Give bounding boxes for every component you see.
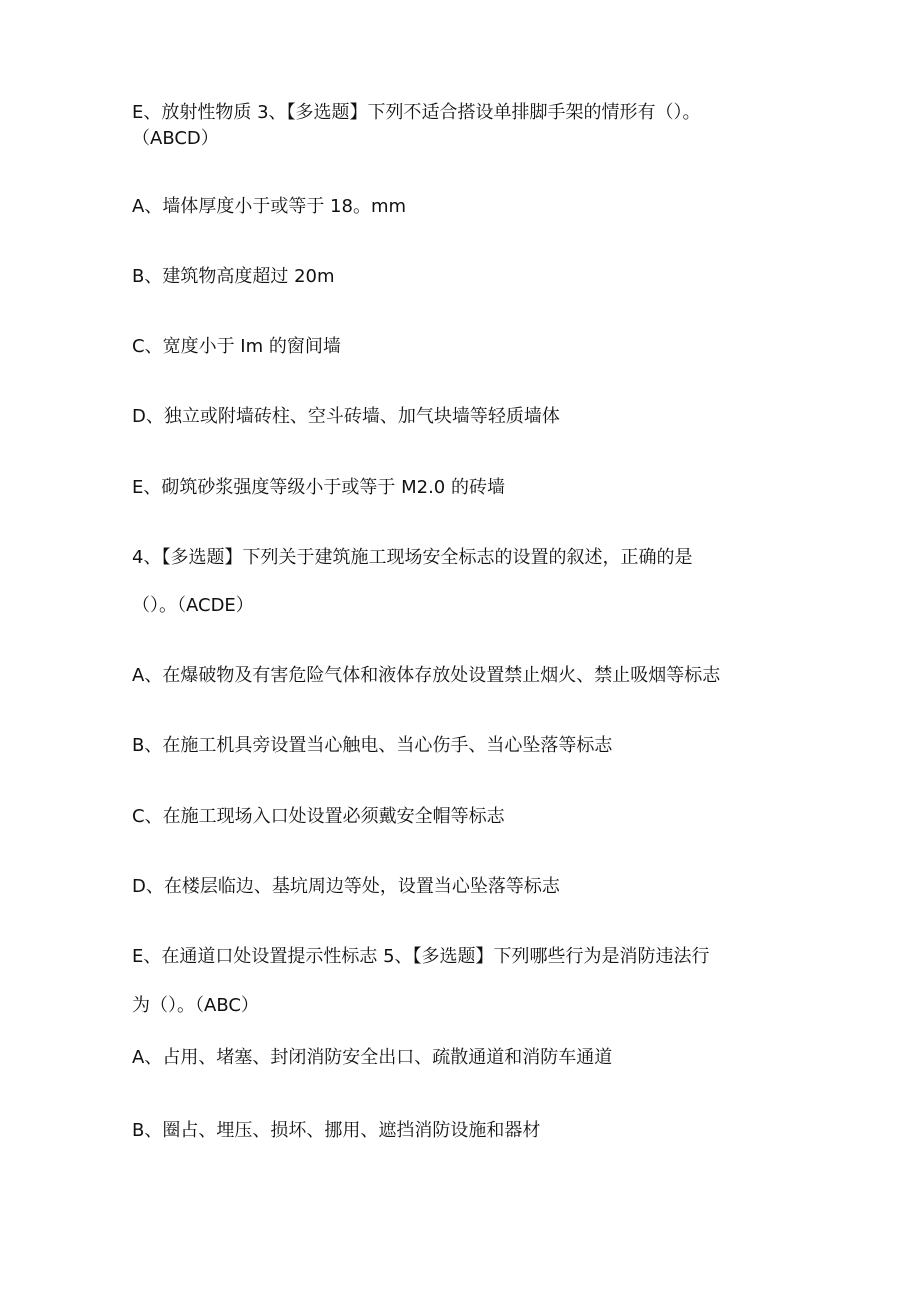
q4-option-a: A、在爆破物及有害危险气体和液体存放处设置禁止烟火、禁止吸烟等标志 [132,665,721,686]
q4-option-c: C、在施工现场入口处设置必须戴安全帽等标志 [132,806,505,827]
q3-option-a: A、墙体厚度小于或等于 18。mm [132,196,407,217]
q5-stem-line-1: E、在通道口处设置提示性标志 5、【多选题】下列哪些行为是消防违法行 [132,946,710,967]
q5-option-a: A、占用、堵塞、封闭消防安全出口、疏散通道和消防车通道 [132,1047,613,1068]
q5-option-b: B、圈占、埋压、损坏、挪用、遮挡消防设施和器材 [132,1120,541,1141]
q3-option-b: B、建筑物高度超过 20m [132,266,335,287]
q3-option-c: C、宽度小于 Im 的窗间墙 [132,336,341,357]
q5-stem-line-2: 为（）。（ABC） [132,995,259,1016]
q4-option-b: B、在施工机具旁设置当心触电、当心伤手、当心坠落等标志 [132,735,613,756]
q3-stem-line-2: （ABCD） [132,128,219,149]
q3-stem-line-1: E、放射性物质 3、【多选题】下列不适合搭设单排脚手架的情形有（）。 [132,102,701,123]
q4-stem-line-2: （）。（ACDE） [132,595,254,616]
q4-option-d: D、在楼层临边、基坑周边等处，设置当心坠落等标志 [132,876,560,897]
q4-stem-line-1: 4、【多选题】下列关于建筑施工现场安全标志的设置的叙述，正确的是 [132,547,693,568]
q3-option-d: D、独立或附墙砖柱、空斗砖墙、加气块墙等轻质墙体 [132,406,560,427]
q3-option-e: E、砌筑砂浆强度等级小于或等于 M2.0 的砖墙 [132,477,505,498]
